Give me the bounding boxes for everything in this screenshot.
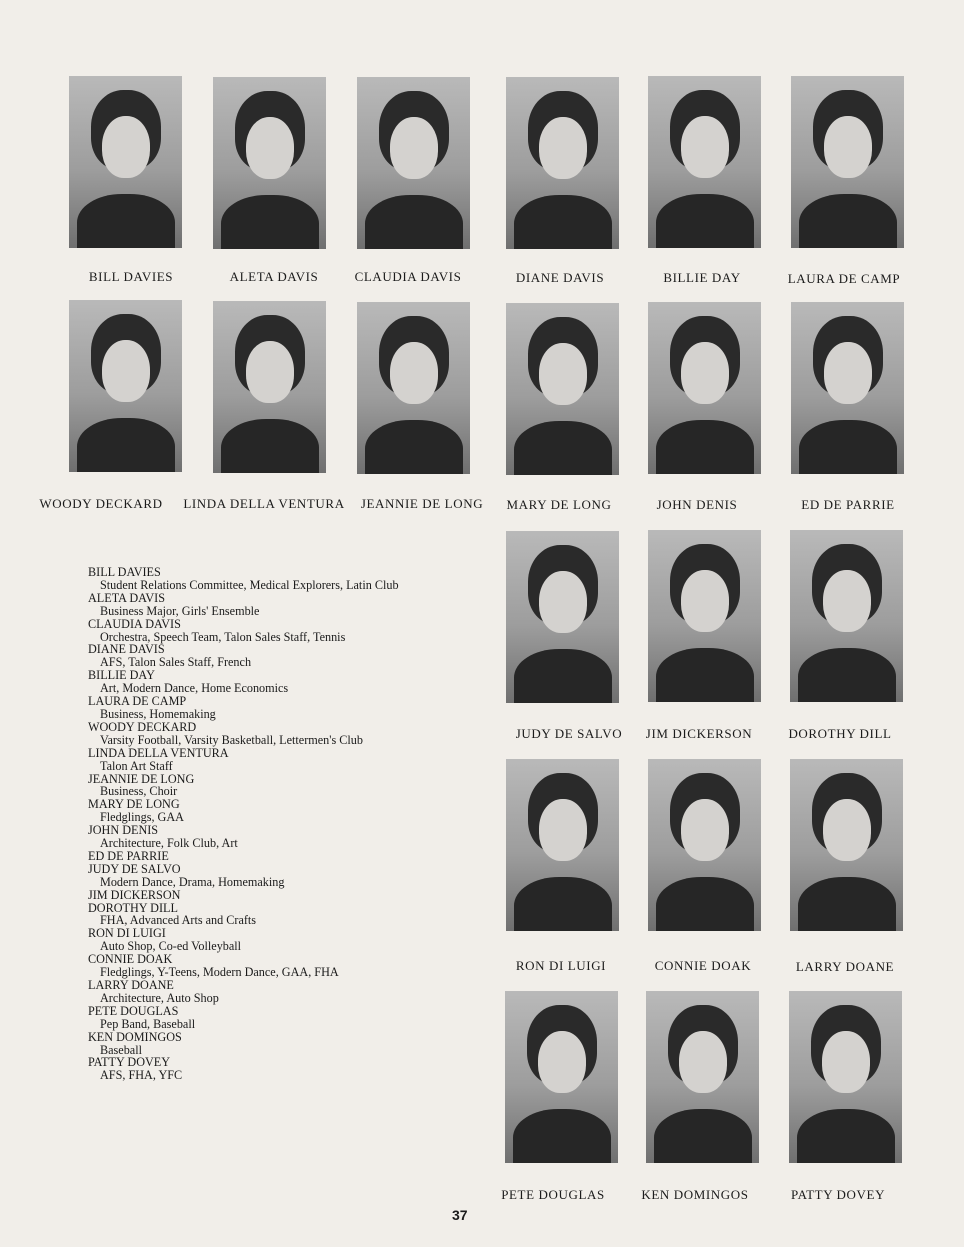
bio-entry xyxy=(88,1005,448,1031)
bio-name: DOROTHY DILL xyxy=(88,900,178,915)
student-photo xyxy=(506,77,619,249)
student-name: LAURA DE CAMP xyxy=(787,271,901,286)
bio-entry xyxy=(88,1056,448,1082)
bio-entry xyxy=(88,773,448,799)
student-photo xyxy=(790,759,903,931)
student-name: PATTY DOVEY xyxy=(790,1187,886,1202)
bio-name: CLAUDIA DAVIS xyxy=(88,616,181,631)
bio-entry xyxy=(88,747,448,773)
student-photo xyxy=(648,759,761,931)
student-name: JEANNIE DE LONG xyxy=(360,496,484,511)
student-name: LINDA DELLA VENTURA xyxy=(183,496,345,511)
student-name: BILLIE DAY xyxy=(663,270,741,285)
bio-activities: Student Relations Committee, Medical Explorers, Latin Club xyxy=(100,577,399,592)
bio-entry xyxy=(88,643,448,669)
student-name: DIANE DAVIS xyxy=(515,270,605,285)
student-photo xyxy=(791,76,904,248)
bio-name: ALETA DAVIS xyxy=(88,590,166,605)
student-name: ED DE PARRIE xyxy=(801,497,895,512)
student-name: MARY DE LONG xyxy=(506,497,612,512)
bio-entry xyxy=(88,824,448,850)
bio-name: PETE DOUGLAS xyxy=(88,1003,179,1018)
bio-name: MARY DE LONG xyxy=(88,797,180,812)
bio-name: JUDY DE SALVO xyxy=(88,861,181,876)
student-photo xyxy=(791,302,904,474)
student-photo xyxy=(506,531,619,703)
student-name: PETE DOUGLAS xyxy=(501,1187,605,1202)
activities-list xyxy=(88,566,448,1082)
bio-activities: Talon Art Staff xyxy=(100,758,173,773)
student-photo xyxy=(506,303,619,475)
student-photo xyxy=(648,530,761,702)
student-name: WOODY DECKARD xyxy=(39,496,163,511)
student-name: CLAUDIA DAVIS xyxy=(354,269,462,284)
student-photo xyxy=(213,77,326,249)
bio-name: ED DE PARRIE xyxy=(88,848,169,863)
bio-name: LINDA DELLA VENTURA xyxy=(88,745,229,760)
student-name: KEN DOMINGOS xyxy=(641,1187,749,1202)
bio-entry xyxy=(88,902,448,928)
bio-activities: Baseball xyxy=(100,1042,142,1057)
student-name: JUDY DE SALVO xyxy=(515,726,623,741)
student-photo xyxy=(69,300,182,472)
bio-name: KEN DOMINGOS xyxy=(88,1029,182,1044)
student-name: ALETA DAVIS xyxy=(229,269,319,284)
student-name: CONNIE DOAK xyxy=(654,958,752,973)
bio-name: BILLIE DAY xyxy=(88,668,155,683)
bio-name: BILL DAVIES xyxy=(88,565,161,579)
bio-entry xyxy=(88,669,448,695)
bio-entry xyxy=(88,1031,448,1057)
bio-activities: Varsity Football, Varsity Basketball, Lettermen's Club xyxy=(100,732,363,747)
bio-activities: Art, Modern Dance, Home Economics xyxy=(100,681,289,696)
bio-name: PATTY DOVEY xyxy=(88,1055,171,1070)
bio-activities: Business, Homemaking xyxy=(100,706,216,721)
bio-activities: AFS, Talon Sales Staff, French xyxy=(100,655,252,670)
bio-entry xyxy=(88,618,448,644)
student-name: JOHN DENIS xyxy=(656,497,738,512)
bio-activities: AFS, FHA, YFC xyxy=(100,1068,183,1083)
student-photo xyxy=(790,530,903,702)
student-name: JIM DICKERSON xyxy=(645,726,753,741)
bio-entry xyxy=(88,850,448,863)
bio-entry xyxy=(88,953,448,979)
bio-name: DIANE DAVIS xyxy=(88,642,165,657)
bio-entry xyxy=(88,695,448,721)
student-photo xyxy=(789,991,902,1163)
bio-name: JOHN DENIS xyxy=(88,823,159,838)
student-photo xyxy=(505,991,618,1163)
bio-name: CONNIE DOAK xyxy=(88,952,173,967)
bio-entry xyxy=(88,798,448,824)
bio-entry xyxy=(88,889,448,902)
bio-entry xyxy=(88,927,448,953)
bio-entry xyxy=(88,979,448,1005)
bio-activities: Modern Dance, Drama, Homemaking xyxy=(100,874,285,889)
bio-activities: FHA, Advanced Arts and Crafts xyxy=(100,913,257,928)
bio-activities: Business Major, Girls' Ensemble xyxy=(100,603,260,618)
bio-entry xyxy=(88,721,448,747)
student-photo xyxy=(69,76,182,248)
bio-name: JEANNIE DE LONG xyxy=(88,771,195,786)
student-photo xyxy=(357,77,470,249)
bio-entry xyxy=(88,863,448,889)
bio-activities: Orchestra, Speech Team, Talon Sales Staff, Tennis xyxy=(100,629,346,644)
bio-activities: Business, Choir xyxy=(100,784,178,799)
bio-activities: Architecture, Folk Club, Art xyxy=(100,836,238,851)
student-name: DOROTHY DILL xyxy=(788,726,892,741)
student-name: BILL DAVIES xyxy=(88,269,174,284)
bio-name: JIM DICKERSON xyxy=(88,887,181,902)
bio-name: RON DI LUIGI xyxy=(88,926,166,941)
bio-activities: Fledglings, GAA xyxy=(100,810,184,825)
student-name: RON DI LUIGI xyxy=(515,958,607,973)
bio-entry xyxy=(88,566,448,592)
bio-name: LAURA DE CAMP xyxy=(88,694,187,709)
bio-activities: Architecture, Auto Shop xyxy=(100,990,219,1005)
student-photo xyxy=(648,76,761,248)
bio-activities: Auto Shop, Co-ed Volleyball xyxy=(100,939,242,954)
student-photo xyxy=(506,759,619,931)
bio-activities: Fledglings, Y-Teens, Modern Dance, GAA, FHA xyxy=(100,965,339,980)
student-name: LARRY DOANE xyxy=(795,959,895,974)
student-photo xyxy=(646,991,759,1163)
student-photo xyxy=(648,302,761,474)
student-photo xyxy=(357,302,470,474)
page-number: 37 xyxy=(452,1207,468,1223)
bio-name: LARRY DOANE xyxy=(88,978,174,992)
bio-name: WOODY DECKARD xyxy=(88,719,197,734)
bio-activities: Pep Band, Baseball xyxy=(100,1016,196,1031)
bio-entry xyxy=(88,592,448,618)
student-photo xyxy=(213,301,326,473)
